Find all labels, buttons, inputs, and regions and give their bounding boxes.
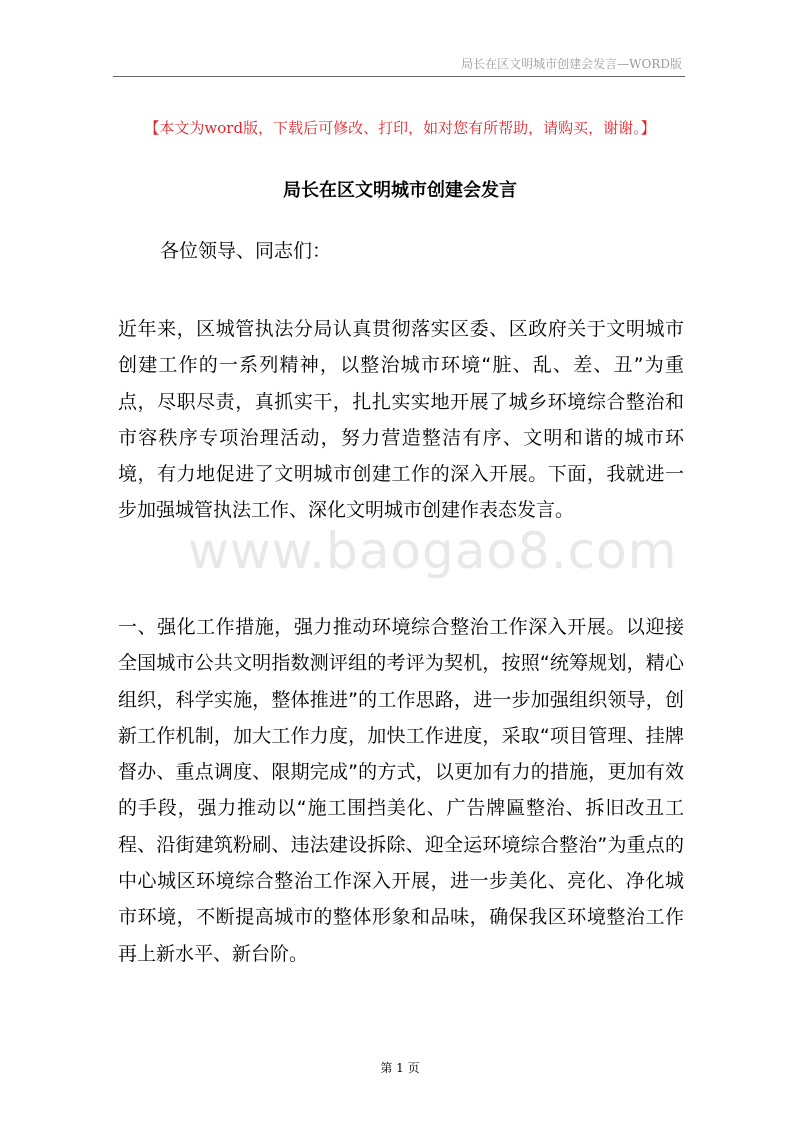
document-title: 局长在区文明城市创建会发言 [283, 180, 517, 201]
watermark: www.baogao8.com [188, 522, 678, 580]
purchase-notice: 【本文为word版，下载后可修改、打印，如对您有所帮助，请购买，谢谢。】 [144, 119, 656, 137]
header-divider [113, 76, 685, 77]
paragraph-intro: 近年来，区城管执法分局认真贯彻落实区委、区政府关于文明城市创建工作的一系列精神，以整治城市环境“脏、乱、差、丑”为重点，尽职尽责，真抓实干，扎扎实实地开展了城乡环境综合整治和市容秩序专项治理活动，努力营造整洁有序、文明和谐的城市环境，有力地促进了文明城市创建工作的深入开展。下面，我就进一步加强城管执法工作、深化文明城市创建作表态发言。 [118, 318, 684, 522]
running-header: 局长在区文明城市创建会发言—WORD版 [461, 57, 682, 71]
page-number: 第 1 页 [380, 1061, 420, 1075]
greeting: 各位领导、同志们： [160, 240, 332, 262]
paragraph-section-1: 一、强化工作措施，强力推动环境综合整治工作深入开展。以迎接全国城市公共文明指数测评组的考评为契机，按照“统筹规划，精心组织，科学实施，整体推进”的工作思路，进一步加强组织领导，创新工作机制，加大工作力度，加快工作进度，采取“项目管理、挂牌督办、重点调度、限期完成”的方式，以更加有力的措施，更加有效的手段，强力推动以“施工围挡美化、广告牌匾整治、拆旧改丑工程、沿街建筑粉刷、违法建设拆除、迎全运环境综合整治”为重点的中心城区环境综合整治工作深入开展，进一步美化、亮化、净化城市环境，不断提高城市的整体形象和品味，确保我区环境整治工作再上新水平、新台阶。 [118, 616, 684, 965]
